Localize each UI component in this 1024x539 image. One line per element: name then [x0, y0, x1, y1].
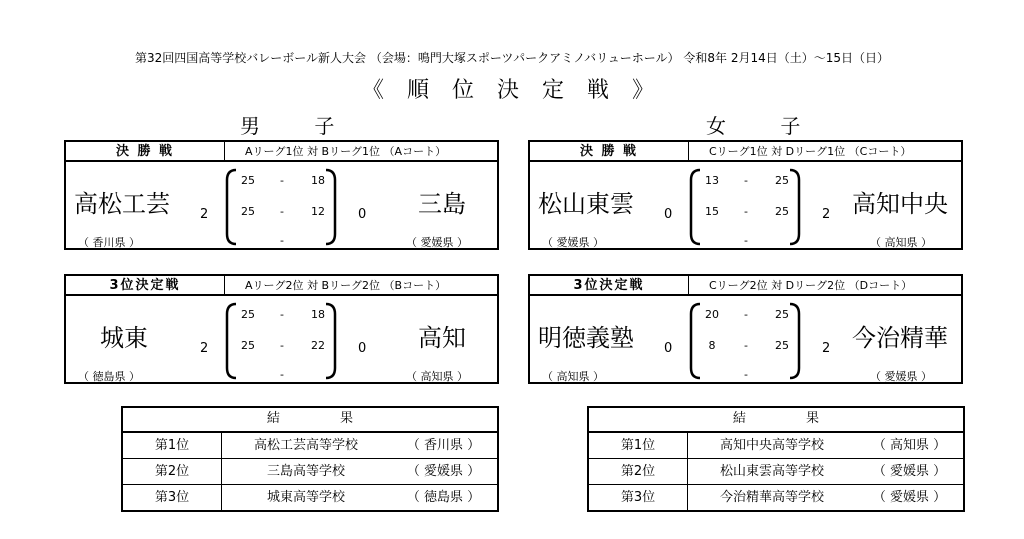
women-third-place-match — [528, 274, 963, 384]
set2-right-score: 22 — [311, 339, 325, 352]
result-rank: 第1位 — [589, 433, 688, 458]
set2-dash: - — [744, 205, 748, 218]
match-info: Cリーグ1位 対 Dリーグ1位 （Cコート） — [709, 145, 912, 158]
result-row — [589, 485, 963, 510]
match-title: 3位決定戦 — [530, 276, 689, 294]
match-info: Aリーグ1位 対 Bリーグ1位 （Aコート） — [245, 145, 447, 158]
men-label: 男 子 — [240, 114, 359, 138]
left-team-name: 松山東雲 — [538, 190, 634, 218]
set1-right-score: 25 — [775, 308, 789, 321]
result-prefecture: （ 香川県 ） — [406, 438, 481, 453]
left-team-prefecture: （ 香川県 ） — [78, 236, 140, 249]
right-team-name: 今治精華 — [852, 324, 948, 352]
set2-left-score: 25 — [241, 339, 255, 352]
right-sets-won: 2 — [822, 207, 831, 222]
men-result-table — [121, 406, 499, 512]
right-team-prefecture: （ 愛媛県 ） — [870, 370, 932, 383]
right-team-name: 高知中央 — [852, 190, 948, 218]
right-team-prefecture: （ 愛媛県 ） — [406, 236, 468, 249]
tournament-header: 第32回四国高等学校バレーボール新人大会 （会場：鳴門大塚スポーツパークアミノバリューホール） 令和8年 2月14日（土）～15日（日） — [134, 51, 889, 65]
left-sets-won: 2 — [200, 341, 209, 356]
right-team-name: 三島 — [418, 190, 466, 218]
left-team-prefecture: （ 高知県 ） — [542, 370, 604, 383]
match-title: 決 勝 戦 — [530, 142, 689, 160]
set3-dash: - — [744, 368, 748, 381]
left-team-name: 明徳義塾 — [538, 324, 634, 352]
result-school: 高知中央高等学校 — [719, 438, 824, 453]
result-row — [589, 459, 963, 485]
set2-dash: - — [280, 205, 284, 218]
match-title: 決 勝 戦 — [66, 142, 225, 160]
page-title: 《 順 位 決 定 戦 》 — [362, 78, 662, 103]
left-team-name: 城東 — [100, 324, 148, 352]
result-row — [123, 459, 497, 485]
right-sets-won: 2 — [822, 341, 831, 356]
result-prefecture: （ 愛媛県 ） — [872, 464, 947, 479]
right-team-name: 高知 — [418, 324, 466, 352]
set2-dash: - — [280, 339, 284, 352]
set3-dash: - — [280, 234, 284, 247]
right-team-prefecture: （ 高知県 ） — [406, 370, 468, 383]
men-final-match — [64, 140, 499, 250]
set2-right-score: 12 — [311, 205, 325, 218]
set1-dash: - — [280, 174, 284, 187]
set2-right-score: 25 — [775, 205, 789, 218]
women-label: 女 子 — [706, 114, 825, 138]
result-rank: 第2位 — [123, 459, 222, 484]
set2-left-score: 15 — [705, 205, 719, 218]
men-third-place-match — [64, 274, 499, 384]
left-sets-won: 0 — [664, 341, 673, 356]
match-info: Aリーグ2位 対 Bリーグ2位 （Bコート） — [245, 279, 447, 292]
result-prefecture: （ 高知県 ） — [872, 438, 947, 453]
set3-dash: - — [744, 234, 748, 247]
result-prefecture: （ 徳島県 ） — [406, 490, 481, 505]
set1-dash: - — [744, 308, 748, 321]
set3-dash: - — [280, 368, 284, 381]
match-body — [64, 296, 499, 384]
set1-left-score: 13 — [705, 174, 719, 187]
women-final-match — [528, 140, 963, 250]
result-prefecture: （ 愛媛県 ） — [406, 464, 481, 479]
right-team-prefecture: （ 高知県 ） — [870, 236, 932, 249]
match-body — [64, 162, 499, 250]
set1-left-score: 25 — [241, 174, 255, 187]
set1-right-score: 18 — [311, 174, 325, 187]
set1-left-score: 20 — [705, 308, 719, 321]
result-rank: 第3位 — [589, 485, 688, 510]
left-team-prefecture: （ 徳島県 ） — [78, 370, 140, 383]
right-sets-won: 0 — [358, 341, 367, 356]
set1-right-score: 18 — [311, 308, 325, 321]
set2-left-score: 8 — [708, 339, 716, 352]
match-info: Cリーグ2位 対 Dリーグ2位 （Dコート） — [709, 279, 913, 292]
result-title: 結 果 — [589, 408, 963, 433]
match-header — [64, 140, 499, 162]
match-header — [64, 274, 499, 296]
set2-left-score: 25 — [241, 205, 255, 218]
result-row — [589, 433, 963, 459]
set1-dash: - — [280, 308, 284, 321]
result-school: 今治精華高等学校 — [719, 490, 824, 505]
match-header — [528, 140, 963, 162]
set1-dash: - — [744, 174, 748, 187]
result-rank: 第2位 — [589, 459, 688, 484]
result-prefecture: （ 愛媛県 ） — [872, 490, 947, 505]
match-title: 3位決定戦 — [66, 276, 225, 294]
result-school: 城東高等学校 — [266, 490, 345, 505]
set1-right-score: 25 — [775, 174, 789, 187]
left-team-name: 高松工芸 — [74, 190, 170, 218]
right-sets-won: 0 — [358, 207, 367, 222]
women-result-table — [587, 406, 965, 512]
left-sets-won: 2 — [200, 207, 209, 222]
match-header — [528, 274, 963, 296]
left-team-prefecture: （ 愛媛県 ） — [542, 236, 604, 249]
set1-left-score: 25 — [241, 308, 255, 321]
result-school: 三島高等学校 — [266, 464, 345, 479]
set2-right-score: 25 — [775, 339, 789, 352]
result-row — [123, 485, 497, 510]
result-title: 結 果 — [123, 408, 497, 433]
result-row — [123, 433, 497, 459]
match-body — [528, 162, 963, 250]
set2-dash: - — [744, 339, 748, 352]
result-rank: 第1位 — [123, 433, 222, 458]
left-sets-won: 0 — [664, 207, 673, 222]
result-school: 高松工芸高等学校 — [253, 438, 358, 453]
result-rank: 第3位 — [123, 485, 222, 510]
result-school: 松山東雲高等学校 — [719, 464, 824, 479]
match-body — [528, 296, 963, 384]
